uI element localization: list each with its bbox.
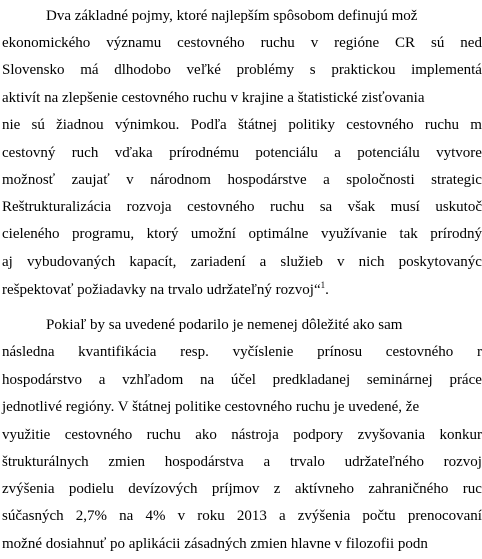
- word: tak: [399, 226, 418, 242]
- word: ruchu: [424, 117, 460, 133]
- word: prenocovaní: [407, 508, 482, 524]
- word: cestovného: [64, 427, 133, 443]
- word: Podľa: [190, 117, 227, 133]
- text-line: [2, 370, 482, 390]
- word: výnimkou.: [114, 117, 180, 133]
- text-line: [2, 425, 482, 445]
- word: sú: [431, 35, 445, 51]
- word: následna: [2, 344, 55, 360]
- word: programu,: [72, 226, 135, 242]
- word: rozvoj: [443, 454, 482, 470]
- text-line: [2, 506, 482, 526]
- word: nich: [358, 254, 385, 270]
- word: problémy: [236, 62, 295, 78]
- text-line: možné dosiahnuť po aplikácii zásadných zmien hlavne v filozofii podn: [2, 536, 428, 552]
- word: r: [476, 344, 482, 360]
- text-line: [2, 280, 329, 300]
- word: potenciálu: [255, 145, 318, 161]
- word: a: [278, 508, 286, 524]
- word: implementá: [411, 62, 482, 78]
- text-line: [2, 33, 482, 53]
- word: cestovného: [177, 35, 245, 51]
- word: regióne: [334, 35, 380, 51]
- word: a: [334, 145, 341, 161]
- word: 2013: [236, 508, 267, 524]
- word: ekonomického: [2, 35, 91, 51]
- word: roku: [197, 508, 225, 524]
- text-line: Pokiaľ by sa uvedené podarilo je nemenej dôležité ako sam: [46, 317, 403, 333]
- word: ako: [195, 427, 217, 443]
- word: optimálne: [248, 226, 309, 242]
- text-line: [2, 342, 482, 362]
- word: zvyšovania: [357, 427, 426, 443]
- word: na: [200, 372, 215, 388]
- word: vďaka: [114, 145, 153, 161]
- word: CR: [395, 35, 416, 51]
- word: na: [119, 508, 134, 524]
- word: ruch: [71, 145, 99, 161]
- word: praktickou: [331, 62, 396, 78]
- text-line: [2, 252, 482, 272]
- word: prínosu: [317, 344, 363, 360]
- word: však: [347, 199, 376, 215]
- text-line: [2, 170, 482, 190]
- word: s: [309, 62, 316, 78]
- word: Reštrukturalizácia: [2, 199, 112, 215]
- word: žiadnou: [56, 117, 104, 133]
- word: štátnej: [237, 117, 278, 133]
- word: 4%: [145, 508, 166, 524]
- word: zahraničného: [368, 481, 449, 497]
- word: predkladanej: [272, 372, 351, 388]
- word: podpory: [293, 427, 344, 443]
- word: v: [337, 254, 345, 270]
- word: ruchu: [270, 199, 305, 215]
- word: vytvore: [436, 145, 482, 161]
- word: Slovensko: [2, 62, 65, 78]
- text-line: [2, 452, 482, 472]
- word: seminárnej: [366, 372, 433, 388]
- word: nástroja: [231, 427, 279, 443]
- word: ruc: [462, 481, 482, 497]
- text-line: [2, 143, 482, 163]
- text-line: [2, 479, 482, 499]
- text-run: rešpektovať požiadavky na trvalo udržateľný rozvoj“: [2, 282, 321, 298]
- word: cestovného: [187, 199, 255, 215]
- word: kapacít,: [129, 254, 177, 270]
- word: vzhľadom: [122, 372, 184, 388]
- word: uskutoč: [435, 199, 482, 215]
- word: cieleného: [2, 226, 60, 242]
- word: umožní: [190, 226, 236, 242]
- word: hospodárstva: [164, 454, 244, 470]
- word: nie: [2, 117, 21, 133]
- word: trvalo: [289, 454, 325, 470]
- word: cestovného: [385, 344, 454, 360]
- word: musí: [390, 199, 420, 215]
- word: služieb: [280, 254, 323, 270]
- word: a: [98, 372, 106, 388]
- word: hospodárstve: [227, 172, 307, 188]
- word: zmien: [108, 454, 145, 470]
- word: má: [80, 62, 99, 78]
- text-line: jednotlivé regióny. V štátnej politike cestovného ruchu je uvedené, že: [2, 399, 420, 415]
- word: resp.: [180, 344, 209, 360]
- word: využívanie: [321, 226, 387, 242]
- word: 2,7%: [75, 508, 108, 524]
- word: sú: [31, 117, 45, 133]
- word: zaujať: [71, 172, 110, 188]
- text-line: [2, 224, 482, 244]
- word: prírodnému: [169, 145, 240, 161]
- word: v: [177, 508, 186, 524]
- word: cestovný: [2, 145, 56, 161]
- word: spoločnosti: [346, 172, 415, 188]
- word: využitie: [2, 427, 51, 443]
- word: podielu: [68, 481, 114, 497]
- word: ktorý: [146, 226, 179, 242]
- word: súčasných: [2, 508, 64, 524]
- word: významu: [106, 35, 162, 51]
- word: v: [126, 172, 134, 188]
- word: práce: [449, 372, 482, 388]
- word: kvantifikácia: [78, 344, 157, 360]
- word: vyčíslenie: [232, 344, 294, 360]
- word: účel: [230, 372, 256, 388]
- word: devízových: [128, 481, 198, 497]
- word: konkur: [439, 427, 482, 443]
- word: ned: [460, 35, 482, 51]
- word: a: [259, 254, 267, 270]
- word: aj: [2, 254, 13, 270]
- word: politiky: [288, 117, 335, 133]
- text-run: .: [325, 282, 329, 298]
- word: a: [323, 172, 330, 188]
- word: štrukturálnych: [2, 454, 89, 470]
- footnote-marker[interactable]: 1: [320, 280, 326, 290]
- word: veľké: [186, 62, 221, 78]
- word: vybudovaných: [26, 254, 116, 270]
- word: ruchu: [146, 427, 181, 443]
- word: hospodárstvo: [2, 372, 82, 388]
- word: udržateľného: [344, 454, 424, 470]
- word: prírodný: [430, 226, 482, 242]
- word: aktívneho: [294, 481, 354, 497]
- word: dlhodobo: [114, 62, 171, 78]
- text-line: [2, 197, 482, 217]
- word: zariadení: [190, 254, 246, 270]
- word: možnosť: [2, 172, 56, 188]
- word: zvýšenia: [297, 508, 351, 524]
- word: strategic: [431, 172, 482, 188]
- text-line: [2, 115, 482, 135]
- word: sa: [319, 199, 333, 215]
- word: počtu: [362, 508, 396, 524]
- text-line: aktivít na zlepšenie cestovného ruchu v krajine a štatistické zisťovania: [2, 90, 425, 106]
- word: ruchu: [260, 35, 295, 51]
- word: rozvoja: [126, 199, 172, 215]
- word: zvýšenia: [2, 481, 55, 497]
- word: poskytovanýc: [398, 254, 482, 270]
- text-line: [2, 60, 482, 80]
- word: a: [263, 454, 271, 470]
- word: príjmov: [211, 481, 260, 497]
- word: v: [310, 35, 319, 51]
- word: z: [273, 481, 281, 497]
- word: potenciálu: [357, 145, 420, 161]
- text-line: Dva základné pojmy, ktoré najlepším spôsobom definujú mož: [46, 8, 418, 24]
- word: národnom: [150, 172, 211, 188]
- word: cestovného: [346, 117, 414, 133]
- word: m: [470, 117, 482, 133]
